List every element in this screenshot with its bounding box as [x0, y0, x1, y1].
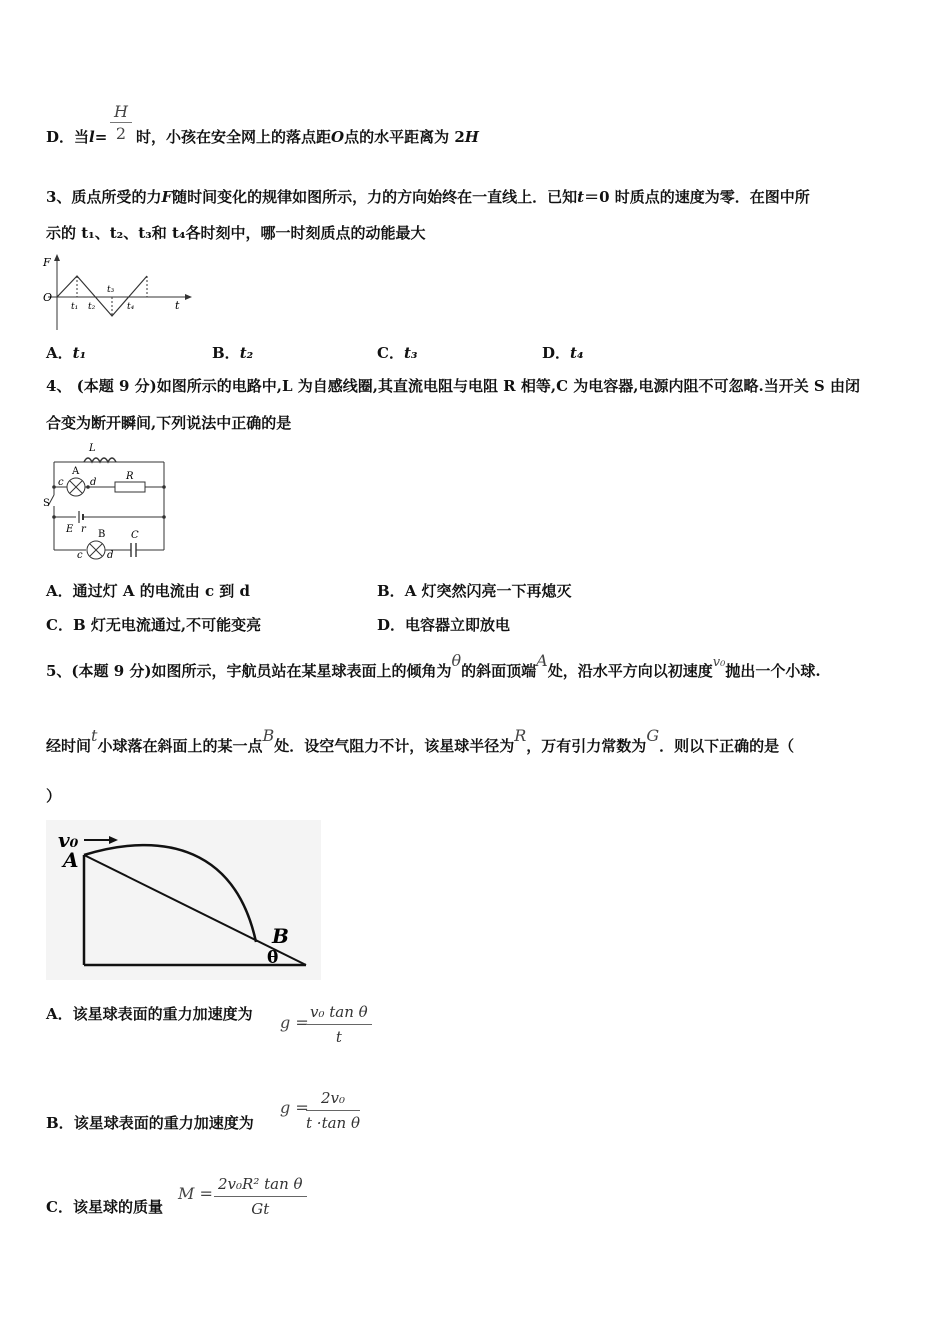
q5-line2: [46, 726, 795, 757]
option-text: t₂: [239, 344, 254, 362]
frac-den: t ·tan θ: [306, 1114, 360, 1132]
sym-v0: v₀: [712, 655, 726, 670]
q5-option-a[interactable]: [46, 1003, 260, 1024]
option-text: t₄: [570, 344, 584, 362]
option-text: t₃: [403, 344, 418, 362]
text: 抛出一个小球.: [725, 662, 821, 680]
fraction-h-over-2: [110, 102, 132, 145]
frac-den: t: [335, 1028, 342, 1046]
label-a: A: [63, 848, 79, 872]
text: ，万有引力常数为: [526, 737, 647, 755]
frac-den: Gt: [251, 1200, 270, 1218]
tick-t2: t₂: [88, 302, 96, 312]
sym-r: R: [514, 726, 527, 745]
text: 小球落在斜面上的某一点: [97, 737, 263, 755]
label-a: A: [72, 466, 80, 477]
option-label: C．: [377, 344, 404, 362]
label-b: B: [98, 529, 106, 540]
q4-option-a[interactable]: [46, 580, 250, 601]
sym-g: G: [646, 726, 660, 745]
label-c: c: [58, 477, 64, 488]
var-h: H: [464, 128, 479, 146]
q5-option-b[interactable]: [46, 1112, 254, 1133]
text: 处．设空气阻力不计，该星球半径为: [274, 737, 515, 755]
q3-option-b[interactable]: [212, 342, 253, 363]
sym-t: t: [91, 726, 98, 745]
origin-label: O: [43, 291, 53, 304]
formula-c-lhs: M =: [178, 1184, 213, 1203]
option-text: 该星球表面的重力加速度为: [72, 1005, 253, 1023]
var-l: l: [89, 128, 95, 146]
axis-f-label: F: [43, 256, 51, 269]
q4-line2: 合变为断开瞬间,下列说法中正确的是: [46, 414, 292, 432]
sym-a: A: [536, 651, 548, 670]
option-text: B 灯无电流通过,不可能变亮: [72, 616, 262, 634]
var-t: t: [577, 188, 585, 206]
q4-circuit-diagram: [40, 440, 180, 565]
formula-b-lhs: g =: [280, 1098, 309, 1117]
q5-line3: ）: [46, 787, 62, 805]
formula-a-frac: [306, 1000, 372, 1049]
q2-option-d: [46, 126, 107, 148]
q4-option-d[interactable]: [377, 614, 510, 635]
formula-a-lhs: g =: [280, 1013, 309, 1032]
option-label: C．: [46, 1198, 73, 1216]
text: 的斜面顶端: [461, 662, 537, 680]
label-r: R: [126, 471, 134, 482]
frac-num: 2v₀R² tan θ: [214, 1172, 307, 1197]
q3-option-c[interactable]: [377, 342, 417, 363]
q5-line1: [46, 651, 821, 684]
option-text: t₁: [72, 344, 87, 362]
option-label: B．: [377, 582, 405, 600]
q5-option-c[interactable]: [46, 1196, 163, 1217]
tick-t1: t₁: [71, 302, 79, 312]
text: 经时间: [46, 737, 92, 755]
label-d2: d: [107, 550, 114, 561]
option-text: 电容器立即放电: [405, 616, 511, 634]
frac-num: 2v₀: [306, 1086, 360, 1111]
label-c2: c: [77, 550, 83, 561]
option-label: C．: [46, 616, 73, 634]
axis-t-label: t: [175, 299, 180, 312]
var-f: F: [161, 188, 173, 206]
label-r-internal: r: [81, 524, 86, 535]
option-label: B．: [212, 344, 240, 362]
text: ．则以下正确的是（: [659, 737, 795, 755]
frac-num: H: [110, 102, 132, 123]
sym-theta: θ: [451, 651, 462, 670]
option-label: A．: [46, 1005, 73, 1023]
label-theta: θ: [267, 948, 279, 968]
option-label: A．: [46, 582, 73, 600]
text: 当: [74, 128, 90, 146]
frac-den: 2: [115, 124, 127, 143]
option-label: B．: [46, 1114, 74, 1132]
option-text: A 灯突然闪亮一下再熄灭: [404, 582, 572, 600]
text: 点的水平距离为 2: [344, 128, 465, 146]
sym-b: B: [262, 726, 275, 745]
text: 5、(本题 9 分)如图所示，宇航员站在某星球表面上的倾角为: [46, 662, 452, 680]
text: 时，小孩在安全网上的落点距: [136, 128, 332, 146]
label-v0: v₀: [58, 828, 79, 852]
text: 3、质点所受的力: [46, 188, 162, 206]
option-text: 该星球的质量: [72, 1198, 163, 1216]
q5-incline-figure: [46, 820, 321, 980]
option-label: D．: [46, 128, 75, 146]
equals: =: [94, 128, 108, 146]
label-s: S: [43, 498, 50, 509]
option-text: 该星球表面的重力加速度为: [73, 1114, 254, 1132]
tick-t4: t₄: [127, 302, 135, 312]
option-text: 通过灯 A 的电流由 c 到 d: [72, 582, 251, 600]
frac-num: v₀ tan θ: [306, 1000, 372, 1025]
formula-b-frac: [306, 1086, 360, 1135]
label-l: L: [89, 443, 96, 454]
q2-option-d-cont: [136, 126, 479, 148]
label-b: B: [272, 924, 289, 948]
q3-force-time-graph: [40, 252, 200, 332]
q4-line1: 4、 (本题 9 分)如图所示的电路中,L 为自感线圈,其直流电阻与电阻 R 相等,C 为电容器,电源内阻不可忽略.当开关 S 由闭: [46, 377, 860, 395]
q4-option-b[interactable]: [377, 580, 572, 601]
option-label: D．: [377, 616, 406, 634]
option-label: D．: [542, 344, 571, 362]
label-cap: C: [131, 530, 139, 541]
option-label: A．: [46, 344, 73, 362]
q3-line2: 示的 t₁、t₂、t₃和 t₄各时刻中，哪一时刻质点的动能最大: [46, 224, 426, 242]
label-d: d: [90, 477, 97, 488]
var-o: O: [331, 128, 345, 146]
text: 随时间变化的规律如图所示，力的方向始终在一直线上．已知: [172, 188, 578, 206]
q3-line1: [46, 186, 810, 208]
formula-c-frac: [214, 1172, 307, 1221]
tick-t3: t₃: [107, 285, 115, 295]
text: 处，沿水平方向以初速度: [547, 662, 713, 680]
q3-option-d[interactable]: [542, 342, 584, 363]
text: ＝0 时质点的速度为零．在图中所: [584, 188, 810, 206]
label-e: E: [66, 524, 74, 535]
q4-option-c[interactable]: [46, 614, 261, 635]
q3-option-a[interactable]: [46, 342, 86, 363]
